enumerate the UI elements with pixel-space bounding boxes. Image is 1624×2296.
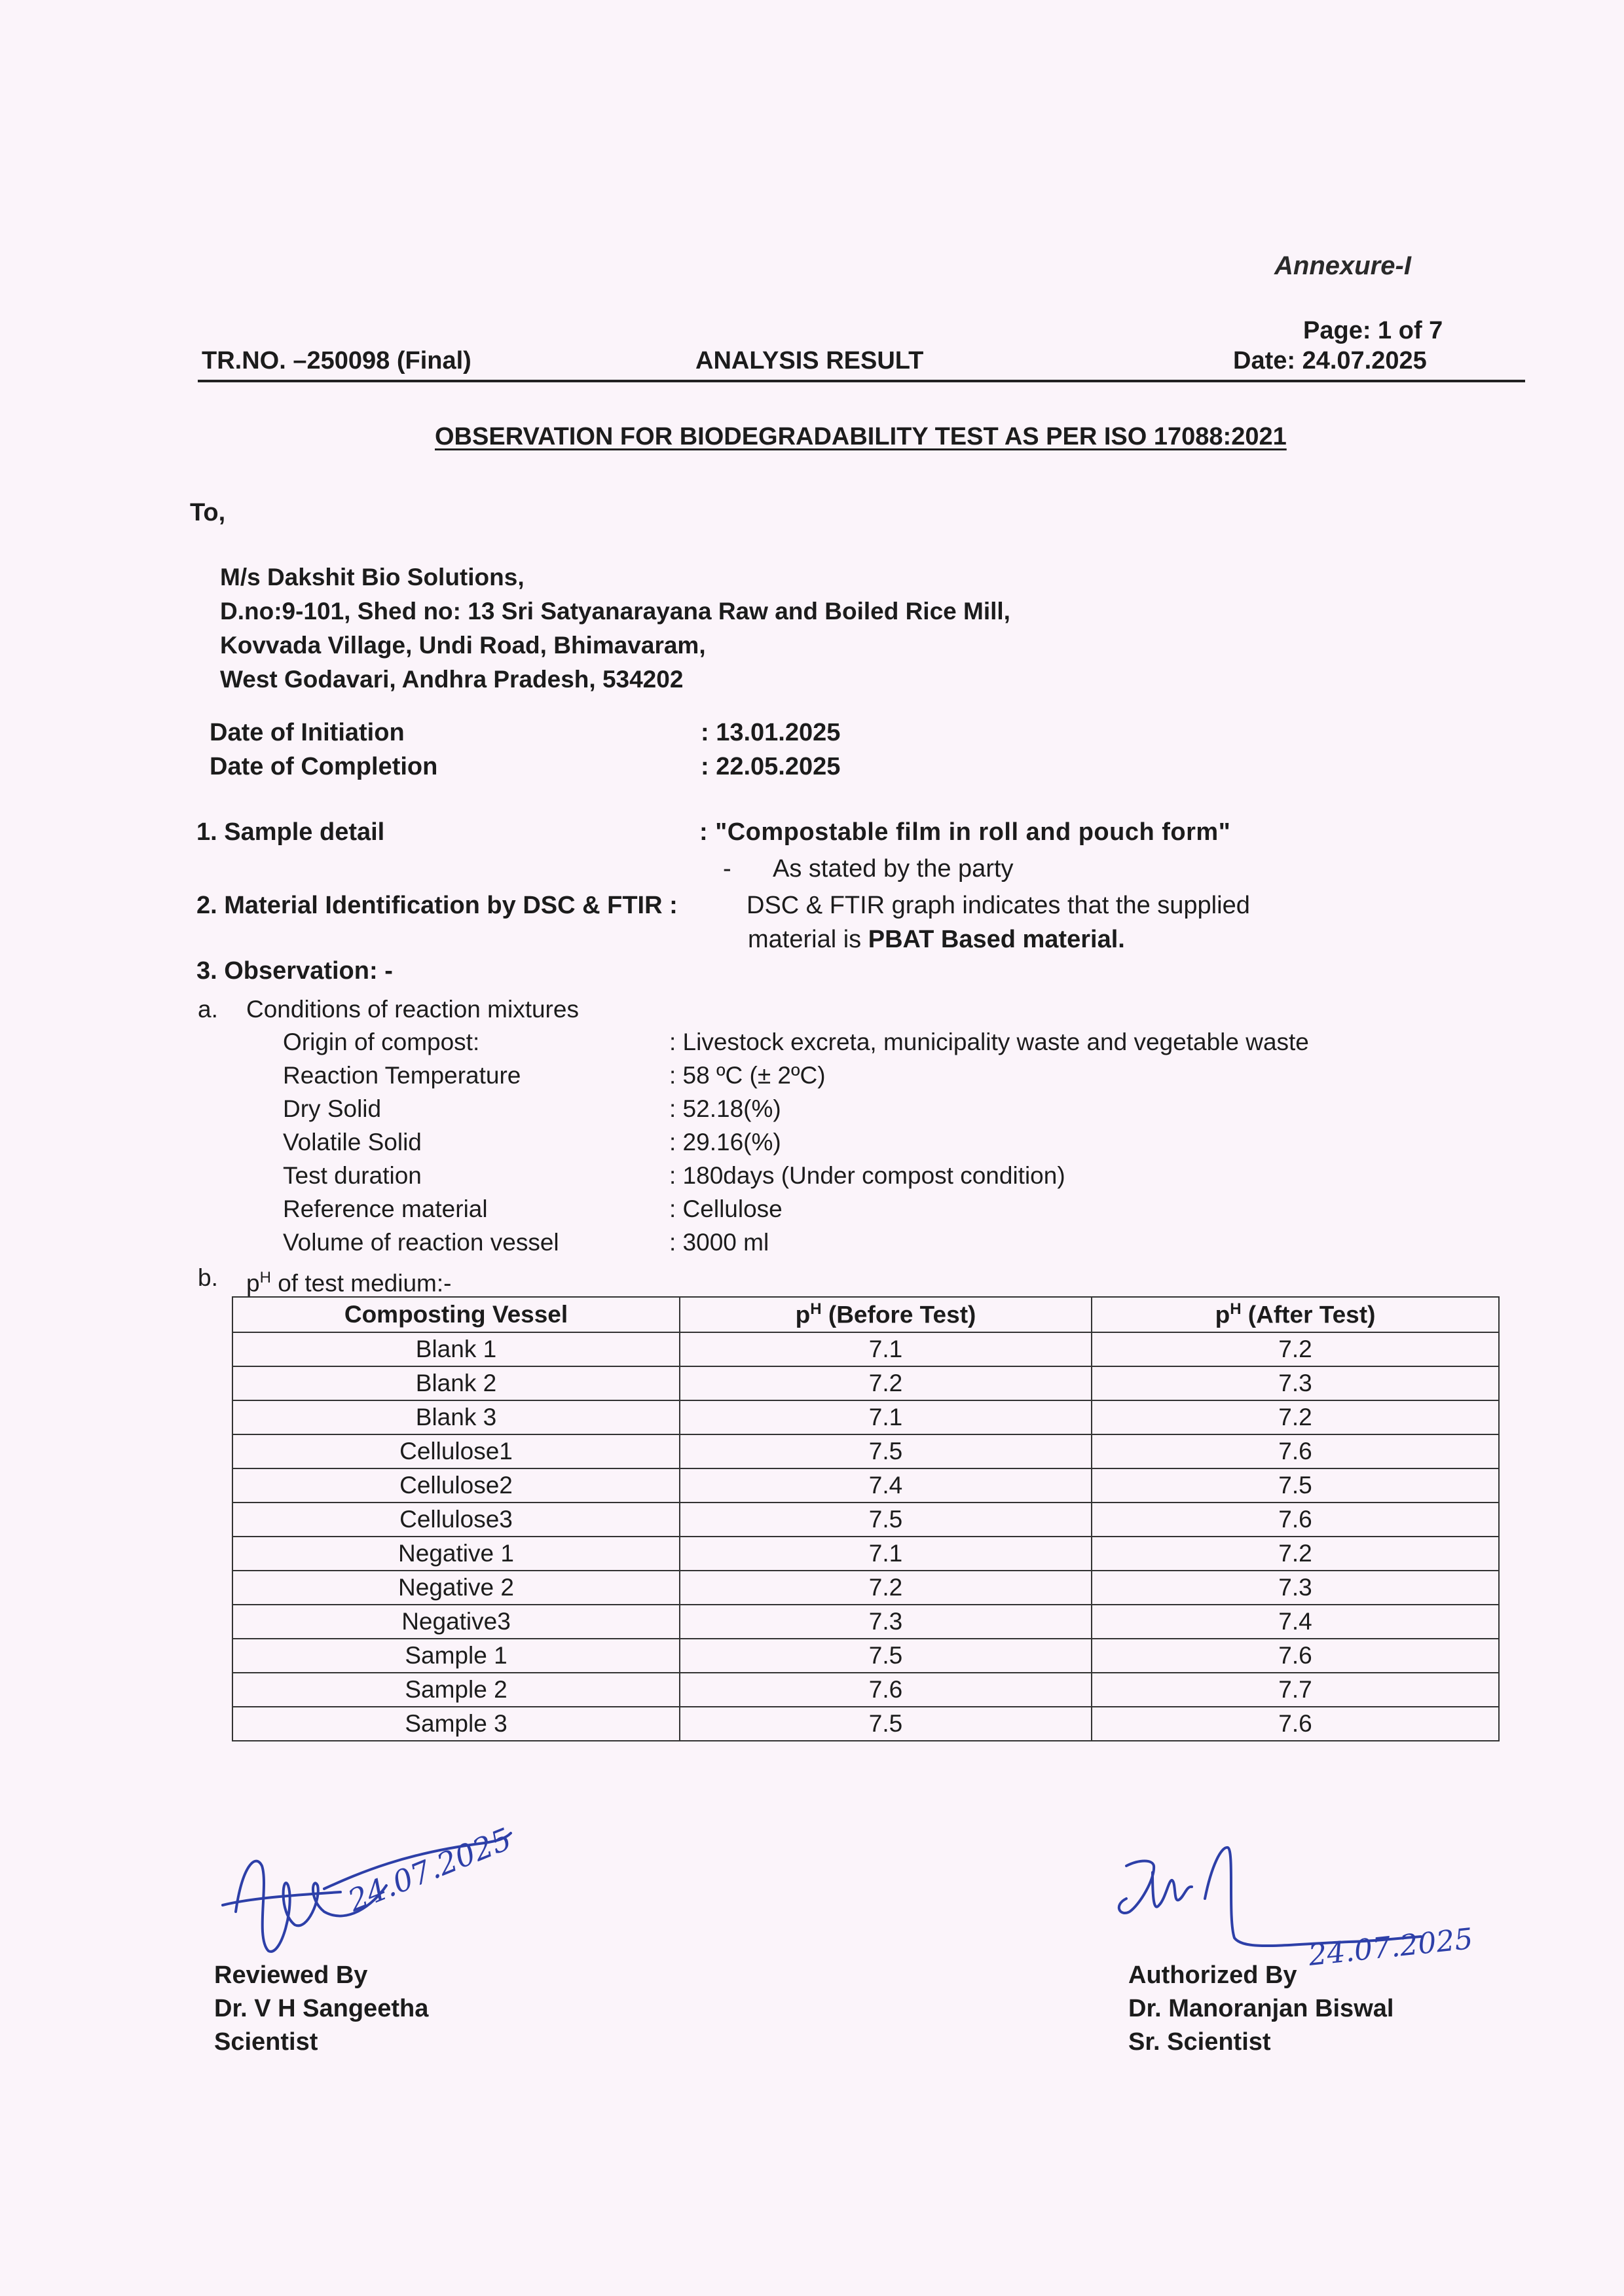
vessel-cell: Negative3 (232, 1605, 680, 1639)
header-before-text: (Before Test) (821, 1301, 976, 1328)
condition-value: : 29.16(%) (669, 1129, 781, 1156)
authorizer-name: Dr. Manoranjan Biswal (1128, 1995, 1394, 2022)
authorizer-handwritten-date: 24.07.2025 (1306, 1922, 1475, 1973)
ph-marker: b. (198, 1264, 218, 1291)
ph-after-cell: 7.2 (1092, 1537, 1499, 1571)
table-row (232, 1639, 1499, 1673)
condition-value: : Livestock excreta, municipality waste and vegetable waste (669, 1029, 1309, 1055)
header-before (680, 1297, 1092, 1332)
ph-before-cell: 7.5 (680, 1707, 1092, 1741)
initiation-value: : 13.01.2025 (701, 719, 841, 746)
material-line-1: DSC & FTIR graph indicates that the supplied (747, 892, 1250, 919)
material-type: PBAT Based material. (868, 926, 1125, 953)
header-after-p: p (1215, 1301, 1230, 1328)
ph-before-cell: 7.5 (680, 1639, 1092, 1673)
condition-value: : 3000 ml (669, 1229, 769, 1256)
reviewer-name: Dr. V H Sangeetha (214, 1995, 429, 2022)
ph-after-cell: 7.6 (1092, 1639, 1499, 1673)
header-after (1092, 1297, 1499, 1332)
vessel-cell: Cellulose1 (232, 1434, 680, 1468)
conditions-labels (283, 1025, 559, 1259)
ph-title-p: p (246, 1269, 260, 1297)
ph-before-cell: 7.3 (680, 1605, 1092, 1639)
reviewer-title: Scientist (214, 2028, 318, 2056)
conditions-marker: a. (198, 996, 218, 1023)
report-date: Date: 24.07.2025 (1233, 347, 1427, 374)
condition-label: Dry Solid (283, 1095, 382, 1122)
sample-note-dash: - (723, 855, 731, 883)
conditions-title: Conditions of reaction mixtures (246, 996, 579, 1023)
table-row (232, 1400, 1499, 1434)
ph-after-cell: 7.3 (1092, 1571, 1499, 1605)
condition-value: : 52.18(%) (669, 1095, 781, 1122)
condition-label: Volatile Solid (283, 1129, 422, 1156)
ph-title (246, 1261, 451, 1300)
reviewer-block (214, 1959, 428, 2059)
header-divider (198, 380, 1525, 382)
table-row (232, 1605, 1499, 1639)
report-title: ANALYSIS RESULT (695, 347, 924, 374)
annexure-label: Annexure-I (1274, 251, 1411, 280)
ph-before-cell: 7.1 (680, 1400, 1092, 1434)
ph-before-cell: 7.2 (680, 1366, 1092, 1400)
table-row (232, 1707, 1499, 1741)
ph-title-rest: of test medium:- (270, 1269, 452, 1297)
ph-table-header (232, 1297, 1499, 1332)
vessel-cell: Cellulose2 (232, 1468, 680, 1503)
vessel-cell: Blank 1 (232, 1332, 680, 1366)
ph-after-cell: 7.6 (1092, 1503, 1499, 1537)
ph-before-cell: 7.6 (680, 1673, 1092, 1707)
conditions-values (669, 1025, 1309, 1259)
ph-before-cell: 7.4 (680, 1468, 1092, 1503)
vessel-cell: Sample 1 (232, 1639, 680, 1673)
condition-label: Reference material (283, 1195, 488, 1222)
vessel-cell: Cellulose3 (232, 1503, 680, 1537)
to-label: To, (190, 499, 226, 526)
address-line: D.no:9-101, Shed no: 13 Sri Satyanarayana Raw and Boiled Rice Mill, (220, 598, 1010, 625)
vessel-cell: Sample 3 (232, 1707, 680, 1741)
table-row (232, 1366, 1499, 1400)
reviewer-role: Reviewed By (214, 1961, 368, 1989)
ph-before-cell: 7.5 (680, 1503, 1092, 1537)
material-line-2 (748, 926, 1125, 954)
ph-before-cell: 7.1 (680, 1537, 1092, 1571)
table-row (232, 1468, 1499, 1503)
ph-after-cell: 7.5 (1092, 1468, 1499, 1503)
sample-note: As stated by the party (773, 855, 1014, 883)
header-before-p: p (795, 1301, 811, 1328)
vessel-cell: Negative 1 (232, 1537, 680, 1571)
ph-after-cell: 7.2 (1092, 1332, 1499, 1366)
authorizer-title: Sr. Scientist (1128, 2028, 1271, 2056)
address-block (220, 560, 1010, 697)
material-label: 2. Material Identification by DSC & FTIR : (196, 892, 678, 919)
ph-before-cell: 7.2 (680, 1571, 1092, 1605)
condition-value: : 180days (Under compost condition) (669, 1162, 1065, 1189)
completion-value: : 22.05.2025 (701, 753, 841, 780)
address-line: Kovvada Village, Undi Road, Bhimavaram, (220, 632, 706, 659)
reviewer-handwritten-date: 24.07.2025 (342, 1821, 517, 1919)
table-row (232, 1332, 1499, 1366)
header-before-sup: H (810, 1300, 822, 1319)
ph-after-cell: 7.6 (1092, 1707, 1499, 1741)
vessel-cell: Negative 2 (232, 1571, 680, 1605)
header-vessel: Composting Vessel (232, 1297, 680, 1332)
condition-label: Origin of compost: (283, 1029, 480, 1055)
vessel-cell: Blank 3 (232, 1400, 680, 1434)
condition-value: : Cellulose (669, 1195, 783, 1222)
vessel-cell: Sample 2 (232, 1673, 680, 1707)
observation-label: 3. Observation: - (196, 957, 393, 985)
report-number: TR.NO. –250098 (Final) (202, 347, 471, 374)
ph-after-cell: 7.7 (1092, 1673, 1499, 1707)
address-line: West Godavari, Andhra Pradesh, 534202 (220, 666, 684, 693)
ph-after-cell: 7.2 (1092, 1400, 1499, 1434)
ph-table (232, 1296, 1500, 1741)
initiation-label: Date of Initiation (210, 719, 405, 746)
table-row (232, 1537, 1499, 1571)
ph-before-cell: 7.1 (680, 1332, 1092, 1366)
ph-after-cell: 7.4 (1092, 1605, 1499, 1639)
material-line-2-prefix: material is (748, 926, 868, 953)
table-row (232, 1503, 1499, 1537)
condition-label: Volume of reaction vessel (283, 1229, 559, 1256)
reviewer-signature (210, 1821, 550, 1971)
sample-detail-label: 1. Sample detail (196, 818, 385, 846)
sample-detail-value: : "Compostable film in roll and pouch form" (699, 818, 1231, 846)
table-row (232, 1673, 1499, 1707)
vessel-cell: Blank 2 (232, 1366, 680, 1400)
table-row (232, 1434, 1499, 1468)
condition-label: Reaction Temperature (283, 1062, 521, 1089)
document-heading: OBSERVATION FOR BIODEGRADABILITY TEST AS PER ISO 17088:2021 (435, 423, 1287, 450)
header-after-text: (After Test) (1241, 1301, 1376, 1328)
completion-label: Date of Completion (210, 753, 438, 780)
condition-value: : 58 ºC (± 2ºC) (669, 1062, 826, 1089)
header-after-sup: H (1230, 1300, 1242, 1319)
page-number: Page: 1 of 7 (1303, 317, 1443, 344)
ph-after-cell: 7.6 (1092, 1434, 1499, 1468)
ph-title-sup: H (259, 1269, 271, 1286)
table-row (232, 1571, 1499, 1605)
condition-label: Test duration (283, 1162, 422, 1189)
address-line: M/s Dakshit Bio Solutions, (220, 564, 525, 591)
authorizer-role: Authorized By (1128, 1961, 1297, 1989)
ph-after-cell: 7.3 (1092, 1366, 1499, 1400)
ph-before-cell: 7.5 (680, 1434, 1092, 1468)
authorizer-block (1128, 1959, 1393, 2059)
